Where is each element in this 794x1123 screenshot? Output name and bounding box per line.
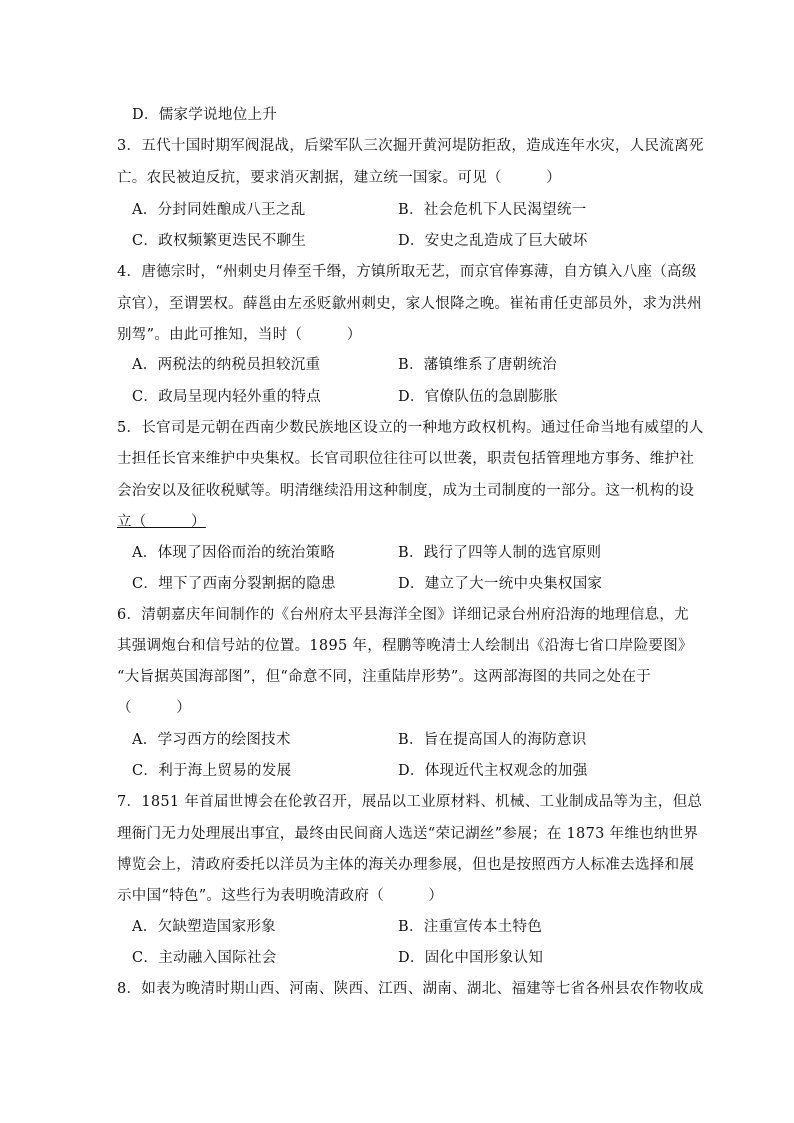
q6-stem-line-3: “大旨据英国海部图”，但“命意不同，注重陆岸形势”。这两部海图的共同之处在于: [117, 669, 652, 685]
q6-option-b: B．旨在提高国人的海防意识: [398, 732, 587, 748]
q3-option-b: B．社会危机下人民渴望统一: [398, 202, 587, 218]
q7-stem-line-4: 示中国“特色”。这些行为表明晚清政府（ ）: [117, 888, 444, 904]
q7-option-a: A．欠缺塑造国家形象: [132, 919, 276, 935]
q4-stem-line-2: 京官），至谓罢权。薛邕由左丞贬歙州刺史，家人恨降之晚。崔祐甫任吏部员外，求为洪州: [117, 296, 702, 312]
q3-option-a: A．分封同姓酿成八王之乱: [132, 202, 306, 218]
q6-stem-line-4: （ ）: [117, 700, 191, 716]
q6-stem-line-1: 6．清朝嘉庆年间制作的《台州府太平县海洋全图》详细记录台州府沿海的地理信息，尤: [117, 607, 689, 623]
q7-option-d: D．固化中国形象认知: [398, 950, 544, 966]
q7-option-c: C．主动融入国际社会: [132, 950, 277, 966]
q6-option-a: A．学习西方的绘图技术: [132, 732, 291, 748]
q5-option-c: C．埋下了西南分裂割据的隐患: [132, 576, 336, 592]
q4-option-a: A．两税法的纳税员担较沉重: [132, 357, 321, 373]
q7-option-b: B．注重宣传本土特色: [398, 919, 543, 935]
q3-option-c: C．政权频繁更迭民不聊生: [132, 233, 307, 249]
q8-stem-line-1: 8．如表为晚清时期山西、河南、陕西、江西、湖南、湖北、福建等七省各州县农作物收成: [117, 981, 704, 997]
q3-stem-line-1: 3．五代十国时期军阀混战，后梁军队三次掘开黄河堤防拒敌，造成连年水灾，人民流离死: [117, 138, 704, 154]
q5-stem-line-3: 会治安以及征收税赋等。明清继续沿用这种制度，成为土司制度的一部分。这一机构的设: [117, 483, 695, 499]
q5-option-b: B．践行了四等人制的选官原则: [398, 545, 602, 561]
q7-stem-line-2: 理衙门无力处理展出事宜，最终由民间商人选送“荣记湖丝”参展；在 1873 年维也纳世界: [117, 826, 699, 842]
q2-option-d: D．儒家学说地位上升: [132, 107, 278, 123]
q4-option-d: D．官僚队伍的急剧膨胀: [398, 389, 558, 405]
q6-stem-line-2: 其强调炮台和信号站的位置。1895 年，程鹏等晚清士人绘制出《沿海七省口岸险要图》: [117, 638, 693, 654]
q4-option-c: C．政局呈现内轻外重的特点: [132, 389, 321, 405]
q5-option-d: D．建立了大一统中央集权国家: [398, 576, 603, 592]
q3-stem-line-2: 亡。农民被迫反抗，要求消灭割据，建立统一国家。可见（ ）: [117, 170, 561, 186]
q4-option-b: B．藩镇维系了唐朝统治: [398, 357, 557, 373]
q5-option-a: A．体现了因俗而治的统治策略: [132, 545, 336, 561]
q4-stem-line-3: 别驾”。由此可推知，当时（ ）: [117, 327, 362, 343]
q7-stem-line-3: 博览会上，清政府委托以洋员为主体的海关办理参展，但也是按照西方人标准去选择和展: [117, 857, 695, 873]
q6-option-d: D．体现近代主权观念的加强: [398, 763, 588, 779]
q7-stem-line-1: 7．1851 年首届世博会在伦敦召开，展品以工业原材料、机械、工业制成品等为主，但总: [117, 794, 703, 810]
q4-stem-line-1: 4．唐德宗时，“州刺史月俸至千缗，方镇所取无艺，而京官俸寡薄，自方镇入八座（高级: [117, 264, 697, 280]
q6-option-c: C．利于海上贸易的发展: [132, 763, 292, 779]
q3-option-d: D．安史之乱造成了巨大破坏: [398, 233, 588, 249]
q5-stem-line-4: 立（ ）: [117, 514, 206, 530]
q5-stem-line-1: 5．长官司是元朝在西南少数民族地区设立的一种地方政权机构。通过任命当地有威望的人: [117, 420, 704, 436]
q5-stem-line-2: 士担任长官来维护中央集权。长官司职位往往可以世袭，职责包括管理地方事务、维护社: [117, 451, 695, 467]
